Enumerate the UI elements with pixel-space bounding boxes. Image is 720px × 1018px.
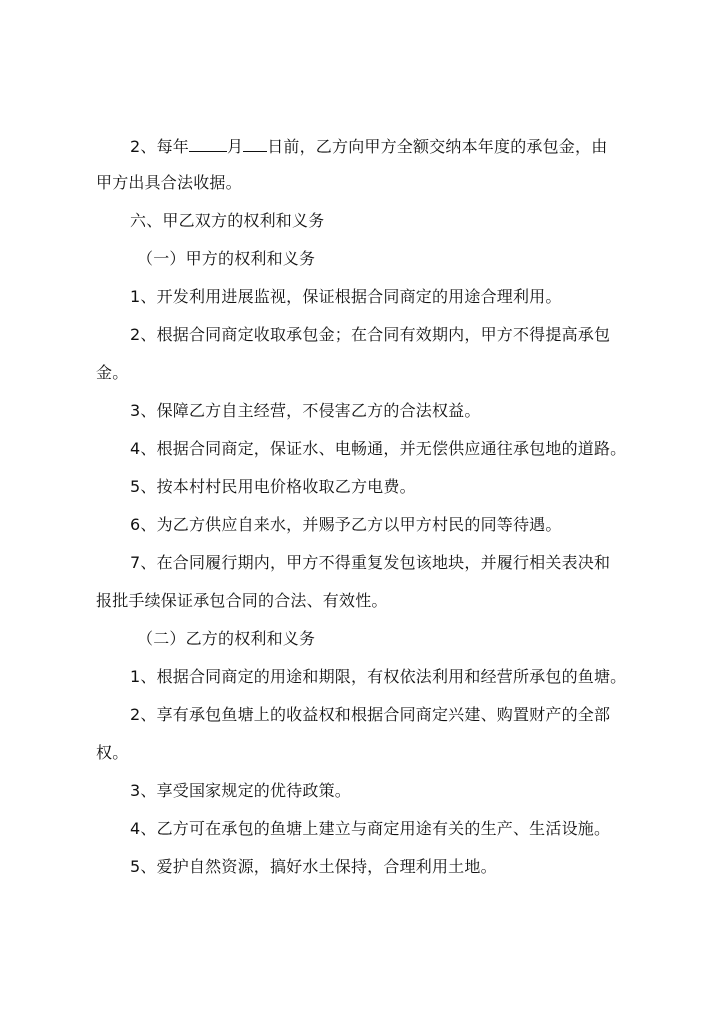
- party-a-item-1: 1、开发利用进展监视，保证根据合同商定的用途合理利用。: [130, 287, 562, 306]
- party-b-item-3: 3、享受国家规定的优待政策。: [130, 781, 351, 800]
- payment-clause-prefix: 2、每年: [130, 137, 189, 156]
- payment-clause-rest: 日前，乙方向甲方全额交纳本年度的承包金，由: [267, 137, 608, 156]
- payment-clause-month: 月: [226, 137, 244, 156]
- day-blank: [243, 136, 267, 152]
- party-a-item-7-line-1: 7、在合同履行期内，甲方不得重复发包该地块，并履行相关表决和: [130, 553, 611, 572]
- party-b-heading: （二）乙方的权利和义务: [137, 629, 316, 648]
- party-a-item-2-line-2: 金。: [96, 363, 129, 382]
- payment-clause-line-1: [130, 136, 670, 157]
- month-blank: [189, 136, 227, 152]
- party-a-heading: （一）甲方的权利和义务: [137, 249, 316, 268]
- payment-clause-line-2: 甲方出具合法收据。: [96, 173, 242, 192]
- party-a-item-3: 3、保障乙方自主经营，不侵害乙方的合法权益。: [130, 401, 481, 420]
- party-a-item-5: 5、按本村村民用电价格收取乙方电费。: [130, 477, 416, 496]
- party-b-item-2-line-1: 2、享有承包鱼塘上的收益权和根据合同商定兴建、购置财产的全部: [130, 705, 611, 724]
- party-b-item-1: 1、根据合同商定的用途和期限，有权依法利用和经营所承包的鱼塘。: [130, 667, 627, 686]
- party-a-item-6: 6、为乙方供应自来水，并赐予乙方以甲方村民的同等待遇。: [130, 515, 562, 534]
- party-a-item-2-line-1: 2、根据合同商定收取承包金；在合同有效期内，甲方不得提高承包: [130, 325, 611, 344]
- section-six-heading: 六、甲乙双方的权利和义务: [130, 211, 325, 230]
- party-a-item-7-line-2: 报批手续保证承包合同的合法、有效性。: [96, 591, 388, 610]
- party-b-item-4: 4、乙方可在承包的鱼塘上建立与商定用途有关的生产、生活设施。: [130, 819, 611, 838]
- party-b-item-5: 5、爱护自然资源，搞好水土保持，合理利用土地。: [130, 857, 497, 876]
- party-a-item-4: 4、根据合同商定，保证水、电畅通，并无偿供应通往承包地的道路。: [130, 439, 627, 458]
- party-b-item-2-line-2: 权。: [96, 743, 129, 762]
